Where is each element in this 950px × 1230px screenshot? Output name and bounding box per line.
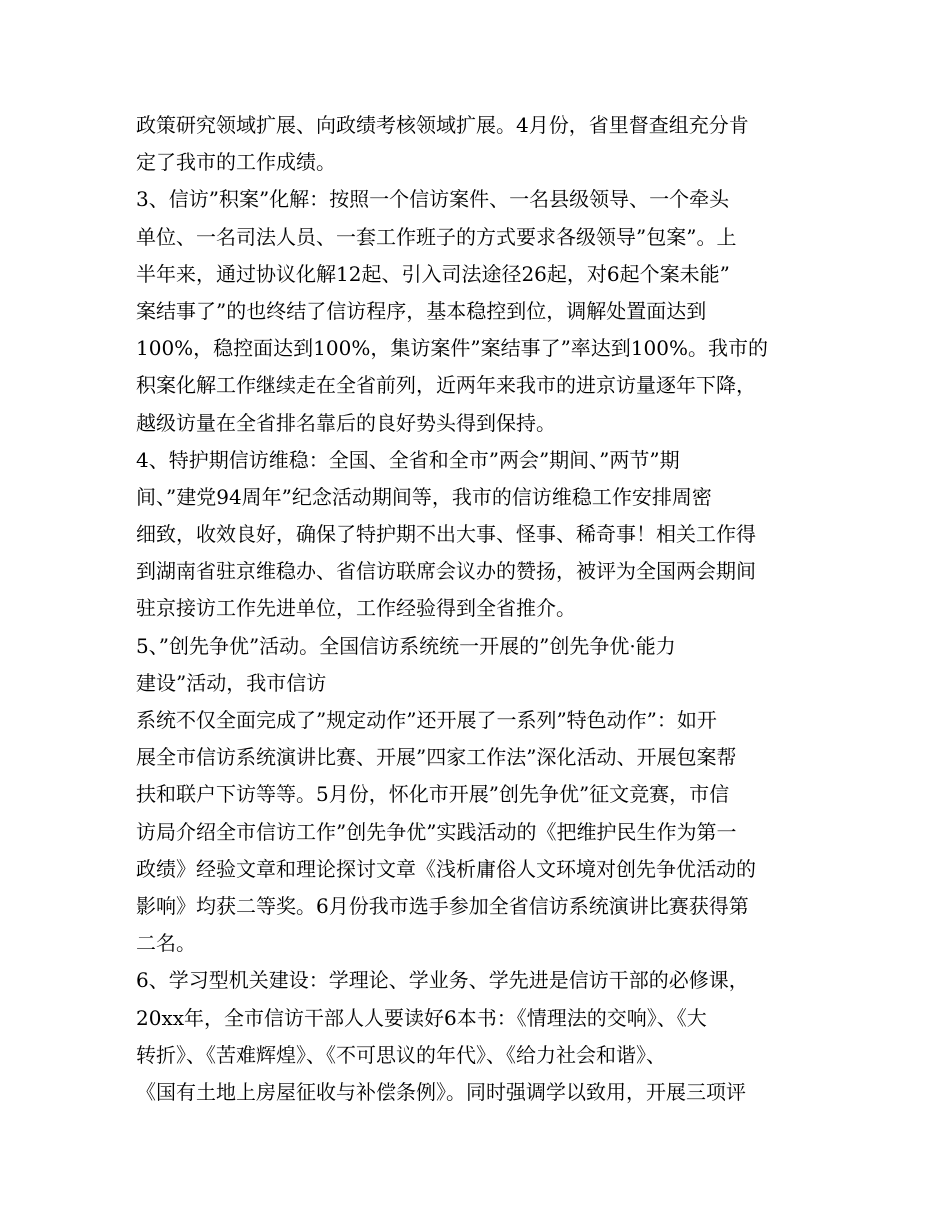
text-line: 4、特护期信访维稳：全国、全省和全市”两会”期间、”两节”期 — [136, 447, 680, 472]
text-line: 间、”建党94周年”纪念活动期间等，我市的信访维稳工作安排周密 — [136, 484, 712, 509]
text-line: 20xx年，全市信访干部人人要读好6本书：《情理法的交响》、《大 — [136, 1005, 707, 1030]
text-line: 到湖南省驻京维稳办、省信访联席会议办的赞扬，被评为全国两会期间 — [136, 559, 756, 584]
text-line: 越级访量在全省排名靠后的良好势头得到保持。 — [136, 410, 556, 435]
text-line: 单位、一名司法人员、一套工作班子的方式要求各级领导”包案”。上 — [136, 224, 737, 249]
text-line: 政绩》经验文章和理论探讨文章《浅析庸俗人文环境对创先争优活动的 — [136, 856, 756, 881]
text-line: 系统不仅全面完成了”规定动作”还开展了一系列”特色动作”：如开 — [136, 708, 717, 732]
text-line: 100%，稳控面达到100%，集访案件”案结事了”率达到100%。我市的 — [136, 336, 768, 361]
text-line: 案结事了”的也终结了信访程序，基本稳控到位，调解处置面达到 — [136, 298, 707, 323]
text-line: 定了我市的工作成绩。 — [136, 150, 336, 175]
text-line: 6、学习型机关建设：学理论、学业务、学先进是信访干部的必修课， — [136, 968, 749, 993]
text-line: 5、”创先争优”活动。全国信访系统统一开展的”创先争优·能力 — [136, 633, 676, 658]
text-line: 扶和联户下访等等。5月份，怀化市开展”创先争优”征文竞赛，市信 — [136, 782, 730, 807]
text-line: 驻京接访工作先进单位，工作经验得到全省推介。 — [136, 596, 576, 621]
text-line: 建设”活动，我市信访 — [136, 670, 327, 695]
text-line: 《国有土地上房屋征收与补偿条例》。同时强调学以致用，开展三项评 — [136, 1079, 746, 1104]
text-line: 3、信访”积案”化解：按照一个信访案件、一名县级领导、一个牵头 — [136, 187, 730, 212]
text-line: 半年来，通过协议化解12起、引入司法途径26起，对6起个案未能” — [136, 261, 730, 286]
text-line: 积案化解工作继续走在全省前列，近两年来我市的进京访量逐年下降， — [136, 373, 756, 398]
text-line: 政策研究领域扩展、向政绩考核领域扩展。4月份，省里督查组充分肯 — [136, 113, 749, 137]
text-line: 影响》均获二等奖。6月份我市选手参加全省信访系统演讲比赛获得第 — [136, 893, 749, 918]
text-line: 细致，收效良好，确保了特护期不出大事、怪事、稀奇事！相关工作得 — [136, 522, 756, 547]
text-line: 展全市信访系统演讲比赛、开展”四家工作法”深化活动、开展包案帮 — [136, 745, 737, 770]
text-line: 访局介绍全市信访工作”创先争优”实践活动的《把维护民生作为第一 — [136, 819, 737, 844]
body-text — [136, 107, 816, 1111]
text-line: 转折》、《苦难辉煌》、《不可思议的年代》、《给力社会和谐》、 — [136, 1042, 666, 1067]
text-line: 二名。 — [136, 931, 196, 956]
